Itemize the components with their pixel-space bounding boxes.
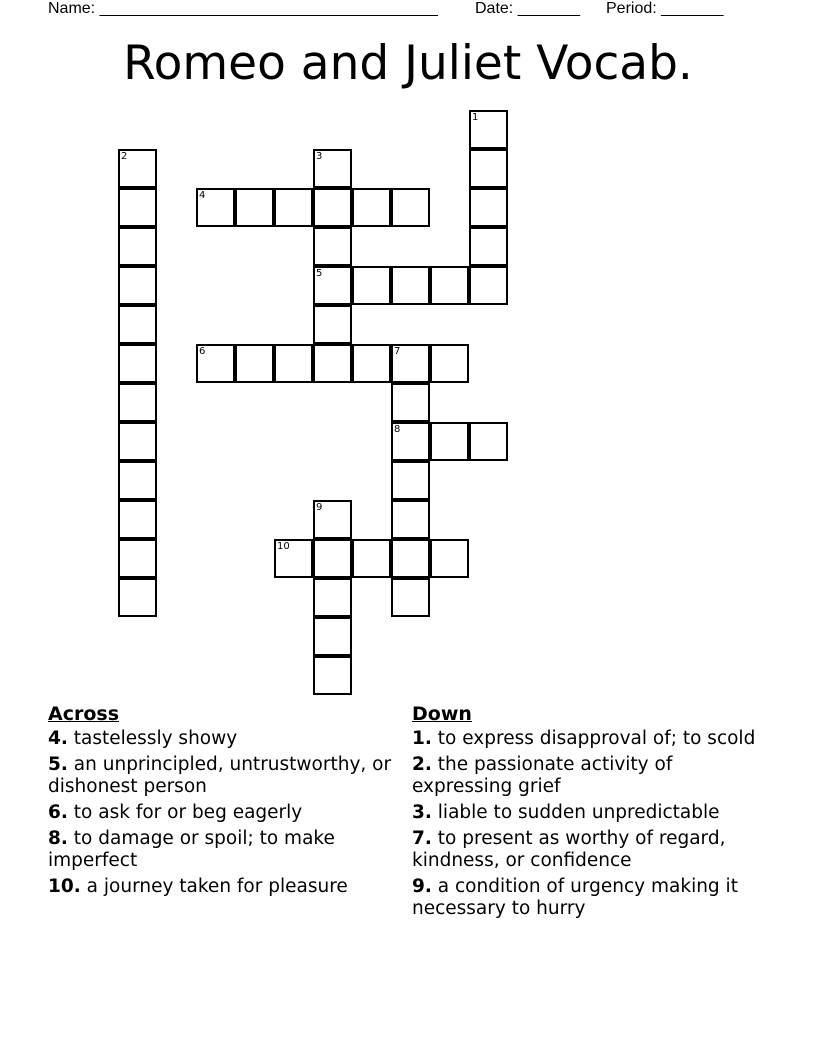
crossword-cell[interactable] [313,617,352,656]
crossword-cell[interactable] [391,539,430,578]
cell-number: 4 [199,190,206,201]
crossword-cell[interactable] [118,461,157,500]
clue-number: 2. [412,754,432,775]
clue-number: 7. [412,828,432,849]
clue-text: the passionate activity of expressing grief [412,754,673,797]
cell-number: 6 [199,346,206,357]
crossword-cell[interactable] [118,266,157,305]
crossword-cell[interactable] [391,422,430,461]
crossword-cell[interactable] [235,344,274,383]
crossword-cell[interactable] [352,539,391,578]
crossword-cell[interactable] [118,500,157,539]
crossword-cell[interactable] [430,344,469,383]
clue-number: 1. [412,728,432,749]
crossword-cell[interactable] [313,578,352,617]
clue-number: 3. [412,802,432,823]
crossword-cell[interactable] [118,539,157,578]
date-field-label: Date: _______ [475,0,580,17]
down-clues [412,702,762,924]
crossword-cell[interactable] [391,266,430,305]
period-field-label: Period: _______ [606,0,724,17]
cell-number: 7 [394,346,401,357]
clue-number: 6. [48,802,68,823]
clue-text: to express disapproval of; to scold [437,728,756,749]
crossword-cell[interactable] [469,227,508,266]
clue-down-7 [412,828,762,872]
crossword-cell[interactable] [274,188,313,227]
crossword-cell[interactable] [274,344,313,383]
crossword-cell[interactable] [313,266,352,305]
crossword-cell[interactable] [430,539,469,578]
crossword-cell[interactable] [313,305,352,344]
clue-text: a journey taken for pleasure [86,876,348,897]
clue-number: 8. [48,828,68,849]
clue-number: 9. [412,876,432,897]
crossword-cell[interactable] [313,227,352,266]
down-heading: Down [412,703,472,725]
crossword-cell[interactable] [118,578,157,617]
clue-across-10 [48,876,403,898]
crossword-cell[interactable] [430,266,469,305]
crossword-cell[interactable] [196,344,235,383]
clue-down-2 [412,754,762,798]
crossword-cell[interactable] [469,266,508,305]
crossword-cell[interactable] [469,110,508,149]
page-title: Romeo and Juliet Vocab. [123,36,693,91]
crossword-cell[interactable] [391,578,430,617]
crossword-cell[interactable] [235,188,274,227]
across-clues [48,702,403,902]
crossword-cell[interactable] [118,188,157,227]
cell-number: 9 [316,502,323,513]
across-heading: Across [48,703,120,725]
crossword-cell[interactable] [313,539,352,578]
crossword-cell[interactable] [118,227,157,266]
clue-number: 10. [48,876,81,897]
crossword-cell[interactable] [118,344,157,383]
crossword-cell[interactable] [352,344,391,383]
cell-number: 5 [316,268,323,279]
crossword-cell[interactable] [313,149,352,188]
clue-text: an unprincipled, untrustworthy, or dishonest person [48,754,392,797]
crossword-cell[interactable] [313,656,352,695]
crossword-cell[interactable] [391,383,430,422]
cell-number: 8 [394,424,401,435]
cell-number: 2 [121,151,128,162]
crossword-cell[interactable] [313,344,352,383]
clue-text: liable to sudden unpredictable [437,802,720,823]
clue-text: to ask for or beg eagerly [73,802,303,823]
clue-text: a condition of urgency making it necessary to hurry [412,876,738,919]
crossword-cell[interactable] [118,383,157,422]
cell-number: 3 [316,151,323,162]
clue-down-1 [412,728,762,750]
clue-down-3 [412,802,762,824]
clue-text: to damage or spoil; to make imperfect [48,828,335,871]
crossword-cell[interactable] [469,188,508,227]
clue-number: 4. [48,728,68,749]
crossword-cell[interactable] [391,500,430,539]
cell-number: 1 [472,112,479,123]
clue-across-4 [48,728,403,750]
crossword-cell[interactable] [118,305,157,344]
clue-across-5 [48,754,403,798]
clue-across-8 [48,828,403,872]
crossword-cell[interactable] [391,188,430,227]
clue-down-9 [412,876,762,920]
crossword-cell[interactable] [118,149,157,188]
name-field-label: Name: ______________________________________ [48,0,438,17]
clue-text: to present as worthy of regard, kindness, or confidence [412,828,726,871]
clue-text: tastelessly showy [73,728,238,749]
crossword-cell[interactable] [391,461,430,500]
crossword-cell[interactable] [313,500,352,539]
crossword-cell[interactable] [118,422,157,461]
crossword-cell[interactable] [469,149,508,188]
crossword-cell[interactable] [430,422,469,461]
crossword-cell[interactable] [352,188,391,227]
crossword-cell[interactable] [313,188,352,227]
crossword-cell[interactable] [274,539,313,578]
clue-across-6 [48,802,403,824]
cell-number: 10 [277,541,290,552]
crossword-cell[interactable] [352,266,391,305]
crossword-cell[interactable] [196,188,235,227]
crossword-cell[interactable] [391,344,430,383]
crossword-cell[interactable] [469,422,508,461]
clue-number: 5. [48,754,68,775]
